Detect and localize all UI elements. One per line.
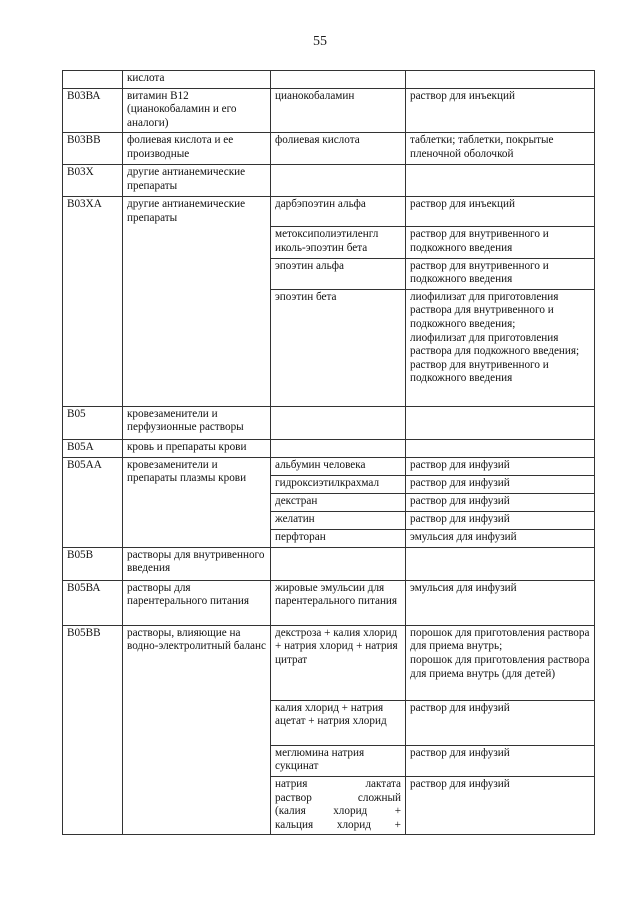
dosage-form (406, 439, 595, 457)
drug-name (271, 165, 406, 197)
atc-group: другие антианемические препараты (123, 165, 271, 197)
dosage-form: раствор для внутривенного и подкожного введения (406, 258, 595, 289)
table-row (63, 71, 595, 89)
drug-name (271, 776, 406, 834)
atc-code: В05АА (63, 457, 123, 547)
atc-code: В03ХА (63, 197, 123, 406)
dosage-form: раствор для инфузий (406, 511, 595, 529)
drug-name: цианокобаламин (271, 88, 406, 133)
drug-name: эпоэтин альфа (271, 258, 406, 289)
drug-classification-table (62, 70, 595, 835)
dosage-form: эмульсия для инфузий (406, 580, 595, 625)
atc-code: В05ВА (63, 580, 123, 625)
table-row (63, 457, 595, 475)
drug-name (271, 439, 406, 457)
dosage-form: раствор для внутривенного и подкожного введения (406, 227, 595, 258)
atc-code: В05ВВ (63, 625, 123, 835)
drug-name: альбумин человека (271, 457, 406, 475)
atc-code: В05В (63, 547, 123, 580)
dosage-form: раствор для инфузий (406, 745, 595, 776)
atc-code: В03ВВ (63, 133, 123, 165)
drug-name: желатин (271, 511, 406, 529)
drug-name (271, 227, 406, 258)
table-row (63, 625, 595, 700)
drug-name-line: метоксиполиэтиленгл (275, 228, 379, 241)
atc-code: В05А (63, 439, 123, 457)
table-row (63, 88, 595, 133)
dosage-form: раствор для инфузий (406, 700, 595, 745)
atc-group: кровезаменители и препараты плазмы крови (123, 457, 271, 547)
table-row (63, 580, 595, 625)
dosage-form: раствор для инъекций (406, 197, 595, 227)
drug-name-line: кальция хлорид + (275, 818, 401, 831)
atc-group: кислота (123, 71, 271, 89)
table-row (63, 439, 595, 457)
dosage-form-line: лиофилизат для приготовления раствора для внутривенного и подкожного введения; (410, 290, 559, 330)
atc-code: В03ВА (63, 88, 123, 133)
dosage-form: раствор для инфузий (406, 776, 595, 834)
atc-code: В05 (63, 406, 123, 439)
table-row (63, 197, 595, 227)
atc-group: кровезаменители и перфузионные растворы (123, 406, 271, 439)
atc-group: другие антианемические препараты (123, 197, 271, 406)
drug-name: декстроза + калия хлорид + натрия хлорид + натрия цитрат (271, 625, 406, 700)
dosage-form: раствор для инфузий (406, 475, 595, 493)
table-row (63, 133, 595, 165)
dosage-form: раствор для инфузий (406, 457, 595, 475)
dosage-form (406, 71, 595, 89)
drug-name (271, 71, 406, 89)
atc-code (63, 71, 123, 89)
dosage-form: эмульсия для инфузий (406, 529, 595, 547)
drug-name-line: натрия лактата (275, 777, 401, 790)
dosage-form-line: порошок для приготовления раствора для приема внутрь (для детей) (410, 653, 590, 680)
atc-group: растворы для внутривенного введения (123, 547, 271, 580)
dosage-form (406, 406, 595, 439)
dosage-form-line: порошок для приготовления раствора для приема внутрь; (410, 626, 590, 653)
table-row (63, 165, 595, 197)
dosage-form: таблетки; таблетки, покрытые пленочной оболочкой (406, 133, 595, 165)
dosage-form (406, 289, 595, 406)
atc-group: растворы для парентерального питания (123, 580, 271, 625)
dosage-form: раствор для инъекций (406, 88, 595, 133)
page-number: 55 (313, 34, 327, 49)
drug-name: гидроксиэтилкрахмал (271, 475, 406, 493)
drug-name: перфторан (271, 529, 406, 547)
drug-name: декстран (271, 493, 406, 511)
dosage-form-line: лиофилизат для приготовления раствора для подкожного введения; (410, 331, 580, 358)
drug-name: дарбэпоэтин альфа (271, 197, 406, 227)
atc-group: растворы, влияющие на водно-электролитный баланс (123, 625, 271, 835)
table-row (63, 547, 595, 580)
drug-name (271, 547, 406, 580)
atc-group: витамин В12 (цианокобаламин и его аналоги) (123, 88, 271, 133)
drug-name-line: раствор сложный (275, 791, 401, 804)
drug-name-line: иколь-эпоэтин бета (275, 241, 368, 254)
drug-name: жировые эмульсии для парентерального питания (271, 580, 406, 625)
drug-name-line: (калия хлорид + (275, 805, 401, 818)
drug-name: меглюмина натрия сукцинат (271, 745, 406, 776)
drug-name: калия хлорид + натрия ацетат + натрия хлорид (271, 700, 406, 745)
atc-code: В03Х (63, 165, 123, 197)
dosage-form (406, 625, 595, 700)
atc-group: фолиевая кислота и ее производные (123, 133, 271, 165)
dosage-form (406, 547, 595, 580)
drug-name: фолиевая кислота (271, 133, 406, 165)
dosage-form-line: раствор для внутривенного и подкожного введения (410, 358, 549, 385)
drug-name: эпоэтин бета (271, 289, 406, 406)
dosage-form (406, 165, 595, 197)
drug-name (271, 406, 406, 439)
dosage-form: раствор для инфузий (406, 493, 595, 511)
table-row (63, 406, 595, 439)
atc-group: кровь и препараты крови (123, 439, 271, 457)
